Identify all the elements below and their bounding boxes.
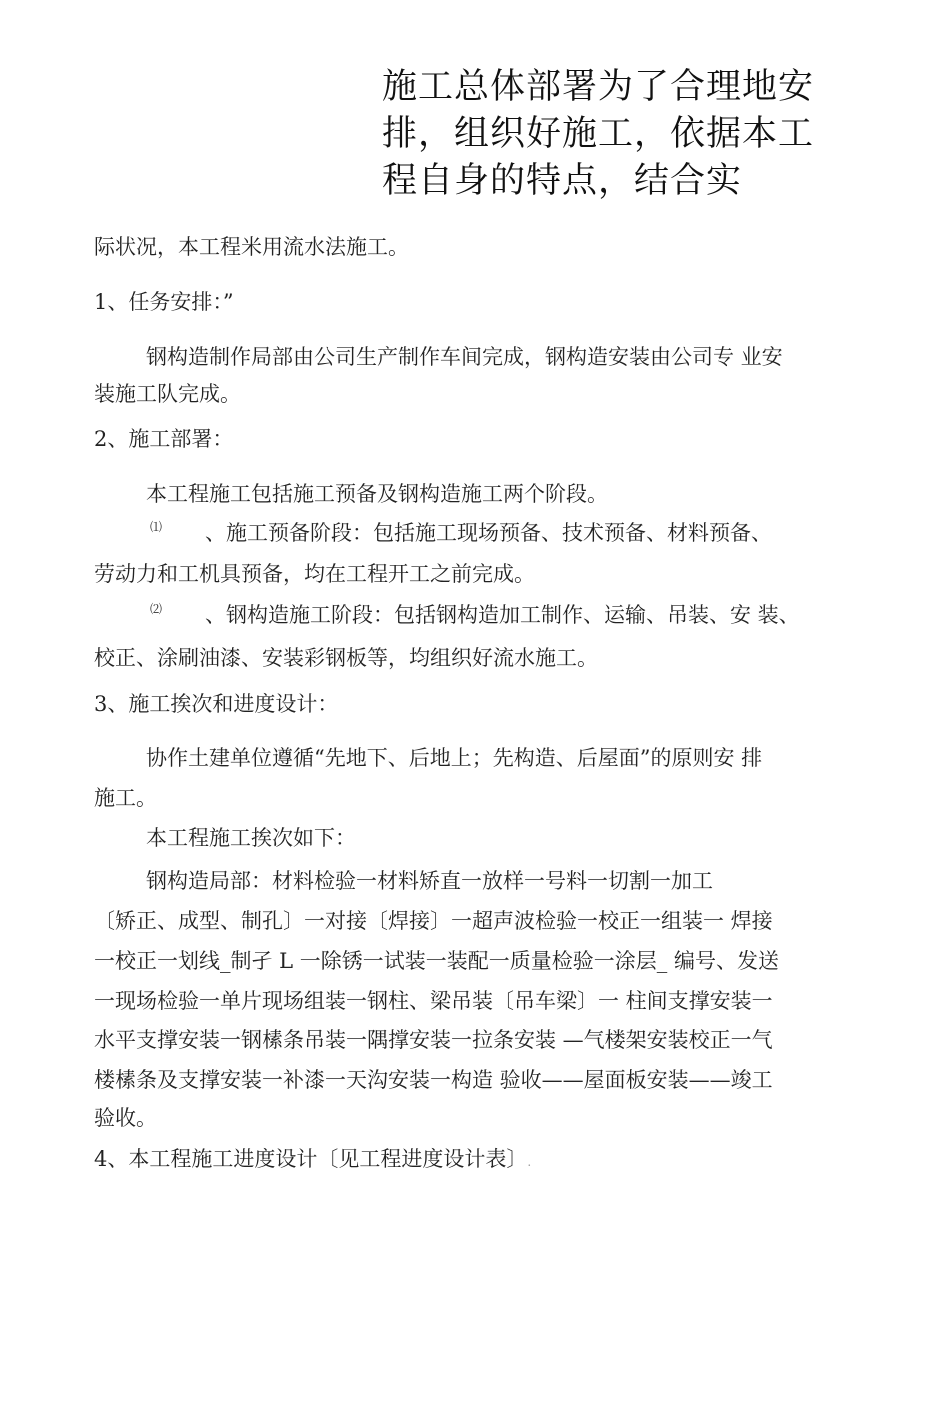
paragraph-line: 一现场检验一单片现场组装一钢柱、梁吊装〔吊车梁〕一 柱间支撑安装一 [94,989,773,1013]
document-heading [382,64,862,205]
heading-line: 排，组织好施工，依据本工 [382,114,815,154]
paragraph-line: 装施工队完成。 [94,382,241,406]
paragraph-line: 验收。 [94,1106,157,1130]
list-item-line: 、施工预备阶段：包括施工现场预备、技术预备、材料预备、 [205,521,772,545]
section-heading-4-text: 4、本工程施工进度设计〔见工程进度设计表〕 [94,1147,528,1171]
heading-line: 施工总体部署为了合理地安 [382,67,815,107]
paragraph-line: 水平支撑安装一钢榡条吊装一隅撑安装一拉条安装 —气楼架安装校正一气 [94,1028,773,1052]
paragraph-line: 钢构造局部：材料检验一材料矫直一放样一号料一切割一加工 [146,869,713,893]
list-item-line: 、钢构造施工阶段：包括钢构造加工制作、运输、吊装、安 装、 [205,603,800,627]
paragraph-line: 一校正一划线_制孑 L 一除锈一试装一装配一质量检验一涂层_ 编号、发送 [94,949,779,973]
paragraph-line: 楼榡条及支撑安装一补漆一天沟安装一构造 验收——屋面板安装——竣工 [94,1068,773,1092]
paragraph-line: 钢构造制作局部由公司生产制作车间完成，钢构造安装由公司专 业安 [146,345,783,369]
list-item-line: 劳动力和工机具预备，均在工程开工之前完成。 [94,562,535,586]
section-heading-4 [94,1144,874,1177]
paragraph-line: 本工程施工挨次如下： [146,826,356,850]
heading-line: 程自身的特点，结合实 [382,161,743,201]
paragraph-line: 协作土建单位遵循“先地下、后地上；先构造、后屋面”的原则安 排 [146,746,763,770]
section-heading-2: 2、施工部署： [94,427,234,451]
list-marker-2: ⑵ [150,602,163,616]
trailing-dot: . [527,1155,532,1169]
section-heading-1: 1、任务安排：” [94,290,234,314]
paragraph-line: 际状况，本工程米用流水法施工。 [94,235,409,259]
paragraph-line: 〔矫正、成型、制孔〕一对接〔焊接〕一超声波检验一校正一组装一 焊接 [94,909,773,933]
list-marker-1: ⑴ [150,520,163,534]
paragraph-line: 施工。 [94,786,157,810]
list-item-line: 校正、涂刷油漆、安装彩钢板等，均组织好流水施工。 [94,646,598,670]
paragraph-line: 本工程施工包括施工预备及钢构造施工两个阶段。 [146,482,608,506]
section-heading-3: 3、施工挨次和进度设计： [94,692,339,716]
